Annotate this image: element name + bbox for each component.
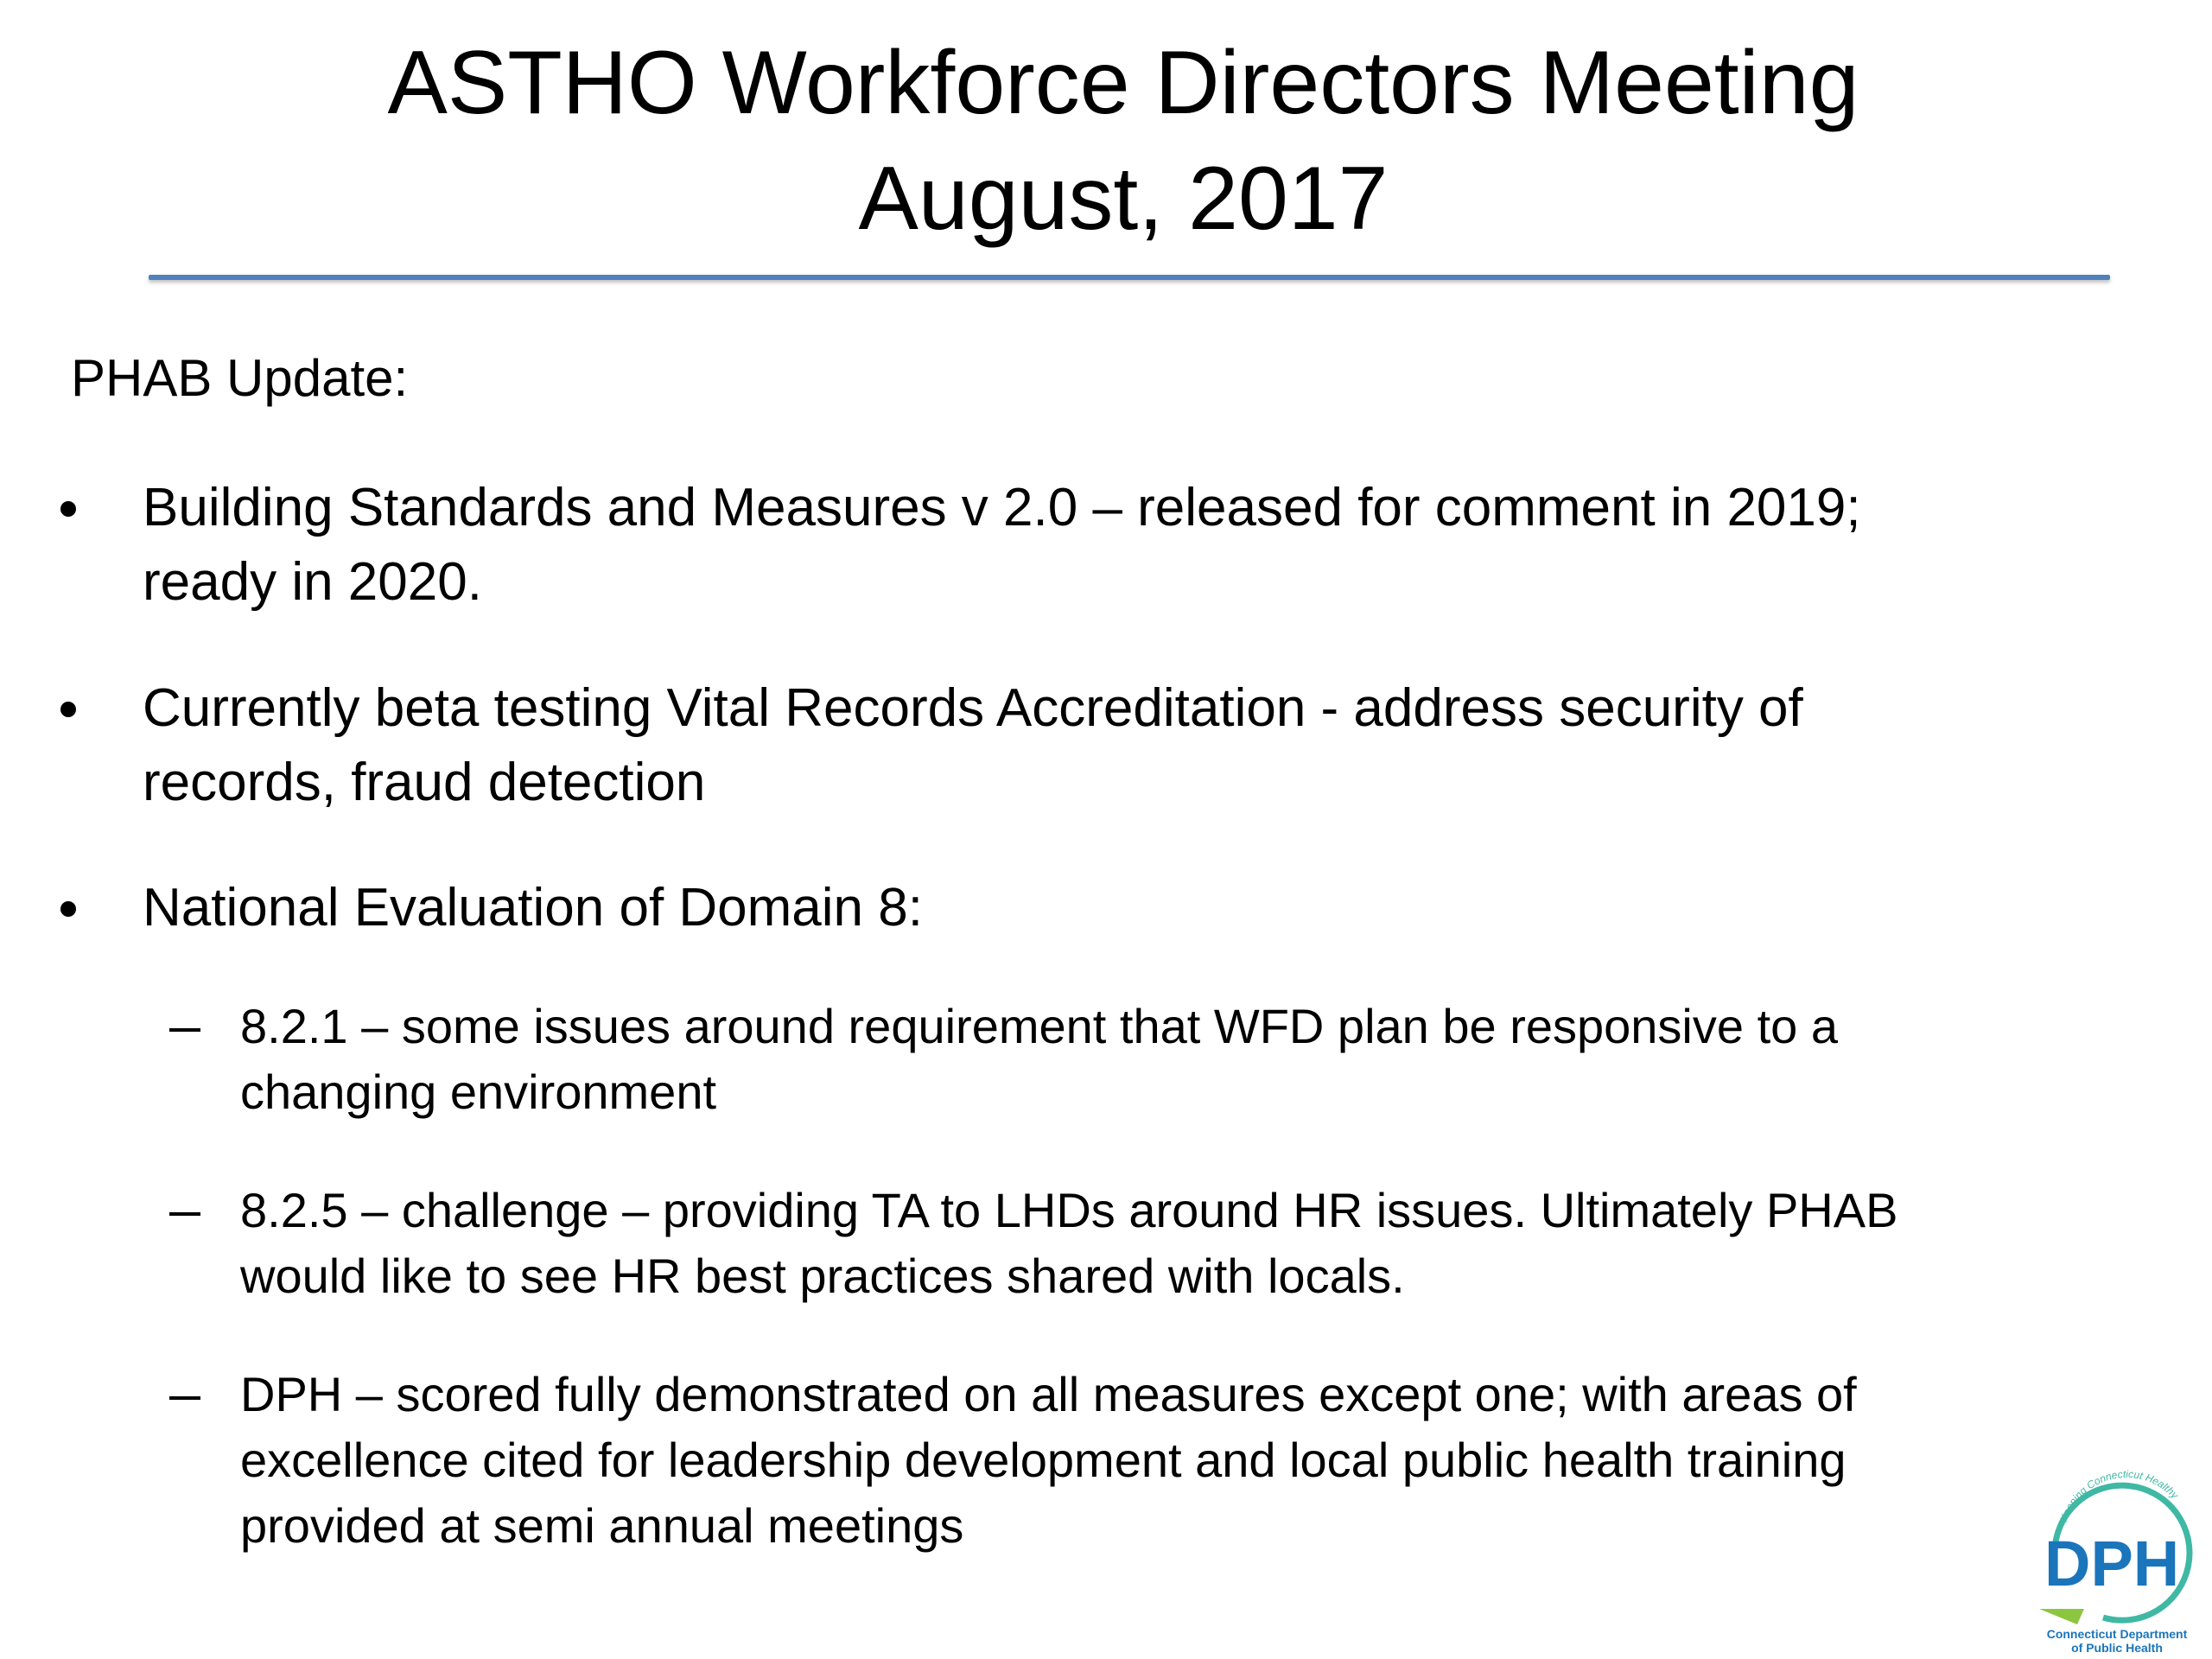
- logo-caption-line-2: of Public Health: [2071, 1641, 2163, 1655]
- bullet-line: records, fraud detection: [143, 753, 706, 812]
- logo-tagline-path: Keeping Connecticut Healthy: [2057, 1469, 2181, 1524]
- logo-swoosh: [2039, 1609, 2084, 1624]
- bullet-item-1: [143, 471, 1861, 620]
- bullet-line: Currently beta testing Vital Records Accreditation - address security of: [143, 678, 1803, 738]
- logo-caption-line-1: Connecticut Department: [2046, 1627, 2188, 1641]
- slide-title-line-1: ASTHO Workforce Directors Meeting: [387, 33, 1859, 133]
- dph-logo: [2031, 1469, 2212, 1659]
- sub-bullet-line: excellence cited for leadership development and local public health training: [240, 1433, 1847, 1487]
- sub-bullet-line: DPH – scored fully demonstrated on all measures except one; with areas of: [240, 1367, 1857, 1421]
- bullet-item-2: [143, 671, 1803, 820]
- bullet-dot: [60, 702, 76, 717]
- bullet-line: ready in 2020.: [143, 552, 482, 612]
- section-label: PHAB Update:: [71, 349, 409, 407]
- sub-bullet-item-3: [240, 1362, 1857, 1559]
- sub-bullet-line: provided at semi annual meetings: [240, 1498, 964, 1553]
- bullet-line: Building Standards and Measures v 2.0 – released for comment in 2019;: [143, 478, 1861, 537]
- dash-marker: [169, 1028, 200, 1032]
- sub-bullet-item-2: [240, 1178, 1897, 1309]
- bullet-item-3: [143, 871, 923, 945]
- logo-mark: DPH: [2044, 1528, 2180, 1599]
- sub-bullet-line: changing environment: [240, 1065, 717, 1119]
- sub-bullet-item-1: [240, 994, 1838, 1125]
- sub-bullet-line: 8.2.5 – challenge – providing TA to LHDs around HR issues. Ultimately PHAB: [240, 1183, 1898, 1237]
- dash-marker: [169, 1212, 200, 1216]
- bullet-line: National Evaluation of Domain 8:: [143, 878, 923, 938]
- bullet-dot: [60, 901, 76, 917]
- sub-bullet-line: would like to see HR best practices shared with locals.: [240, 1249, 1405, 1303]
- bullet-dot: [60, 501, 76, 517]
- sub-bullet-line: 8.2.1 – some issues around requirement that WFD plan be responsive to a: [240, 999, 1838, 1053]
- title-divider: [149, 275, 2110, 280]
- dash-marker: [169, 1396, 200, 1400]
- slide-title-line-2: August, 2017: [858, 149, 1389, 249]
